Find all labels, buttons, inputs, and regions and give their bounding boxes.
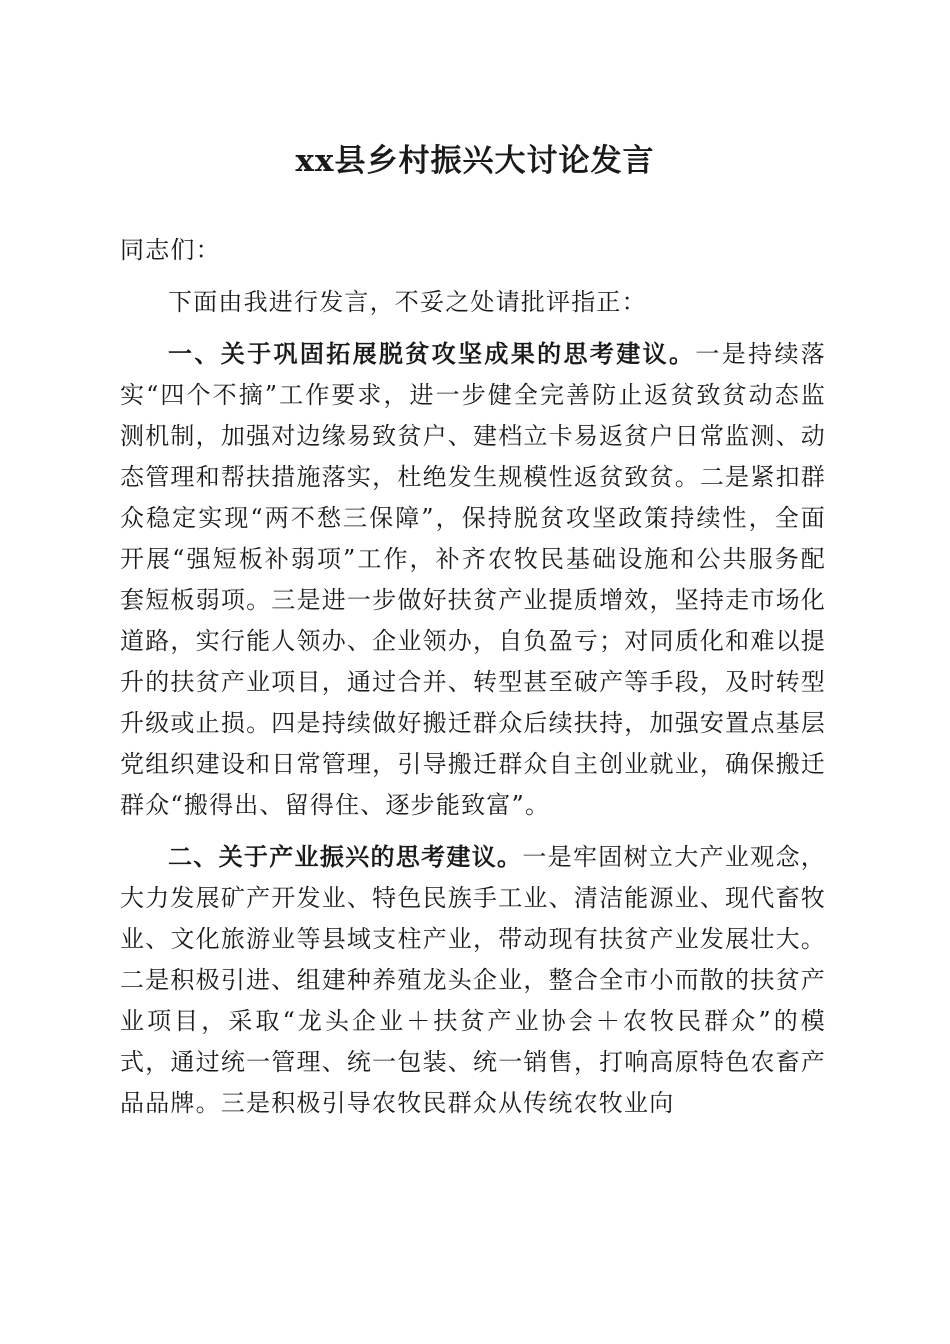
section-heading: 二、关于产业振兴的思考建议。 [168,843,523,871]
document-title: xx县乡村振兴大讨论发言 [295,143,655,179]
section-heading: 一、关于巩固拓展脱贫攻坚成果的思考建议。 [168,340,696,368]
document-body [120,230,826,1124]
section-paragraph [120,837,826,1124]
section-paragraph [120,334,826,826]
section-text: 一是牢固树立大产业观念，大力发展矿产开发业、特色民族手工业、清洁能源业、现代畜牧业、文化旅游业等县域支柱产业，带动现有扶贫产业发展壮大。二是积极引进、组建种养殖龙头企业，整合全市小而散的扶贫产业项目，采取“龙头企业＋扶贫产业协会＋农牧民群众”的模式，通过统一管理、统一包装、统一销售，打响高原特色农畜产品品牌。三是积极引导农牧民群众从传统农牧业向 [120,843,826,1117]
intro-paragraph: 下面由我进行发言，不妥之处请批评指正： [168,288,647,316]
section-text: 一是持续落实“四个不摘”工作要求，进一步健全完善防止返贫致贫动态监测机制，加强对边缘易致贫户、建档立卡易返贫户日常监测、动态管理和帮扶措施落实，杜绝发生规模性返贫致贫。二是紧扣群众稳定实现“两不愁三保障”，保持脱贫攻坚政策持续性，全面开展“强短板补弱项”工作，补齐农牧民基础设施和公共服务配套短板弱项。三是进一步做好扶贫产业提质增效，坚持走市场化道路，实行能人领办、企业领办，自负盈亏；对同质化和难以提升的扶贫产业项目，通过合并、转型甚至破产等手段，及时转型升级或止损。四是持续做好搬迁群众后续扶持，加强安置点基层党组织建设和日常管理，引导搬迁群众自主创业就业，确保搬迁群众“搬得出、留得住、逐步能致富”。 [120,340,827,819]
salutation: 同志们： [120,236,221,264]
